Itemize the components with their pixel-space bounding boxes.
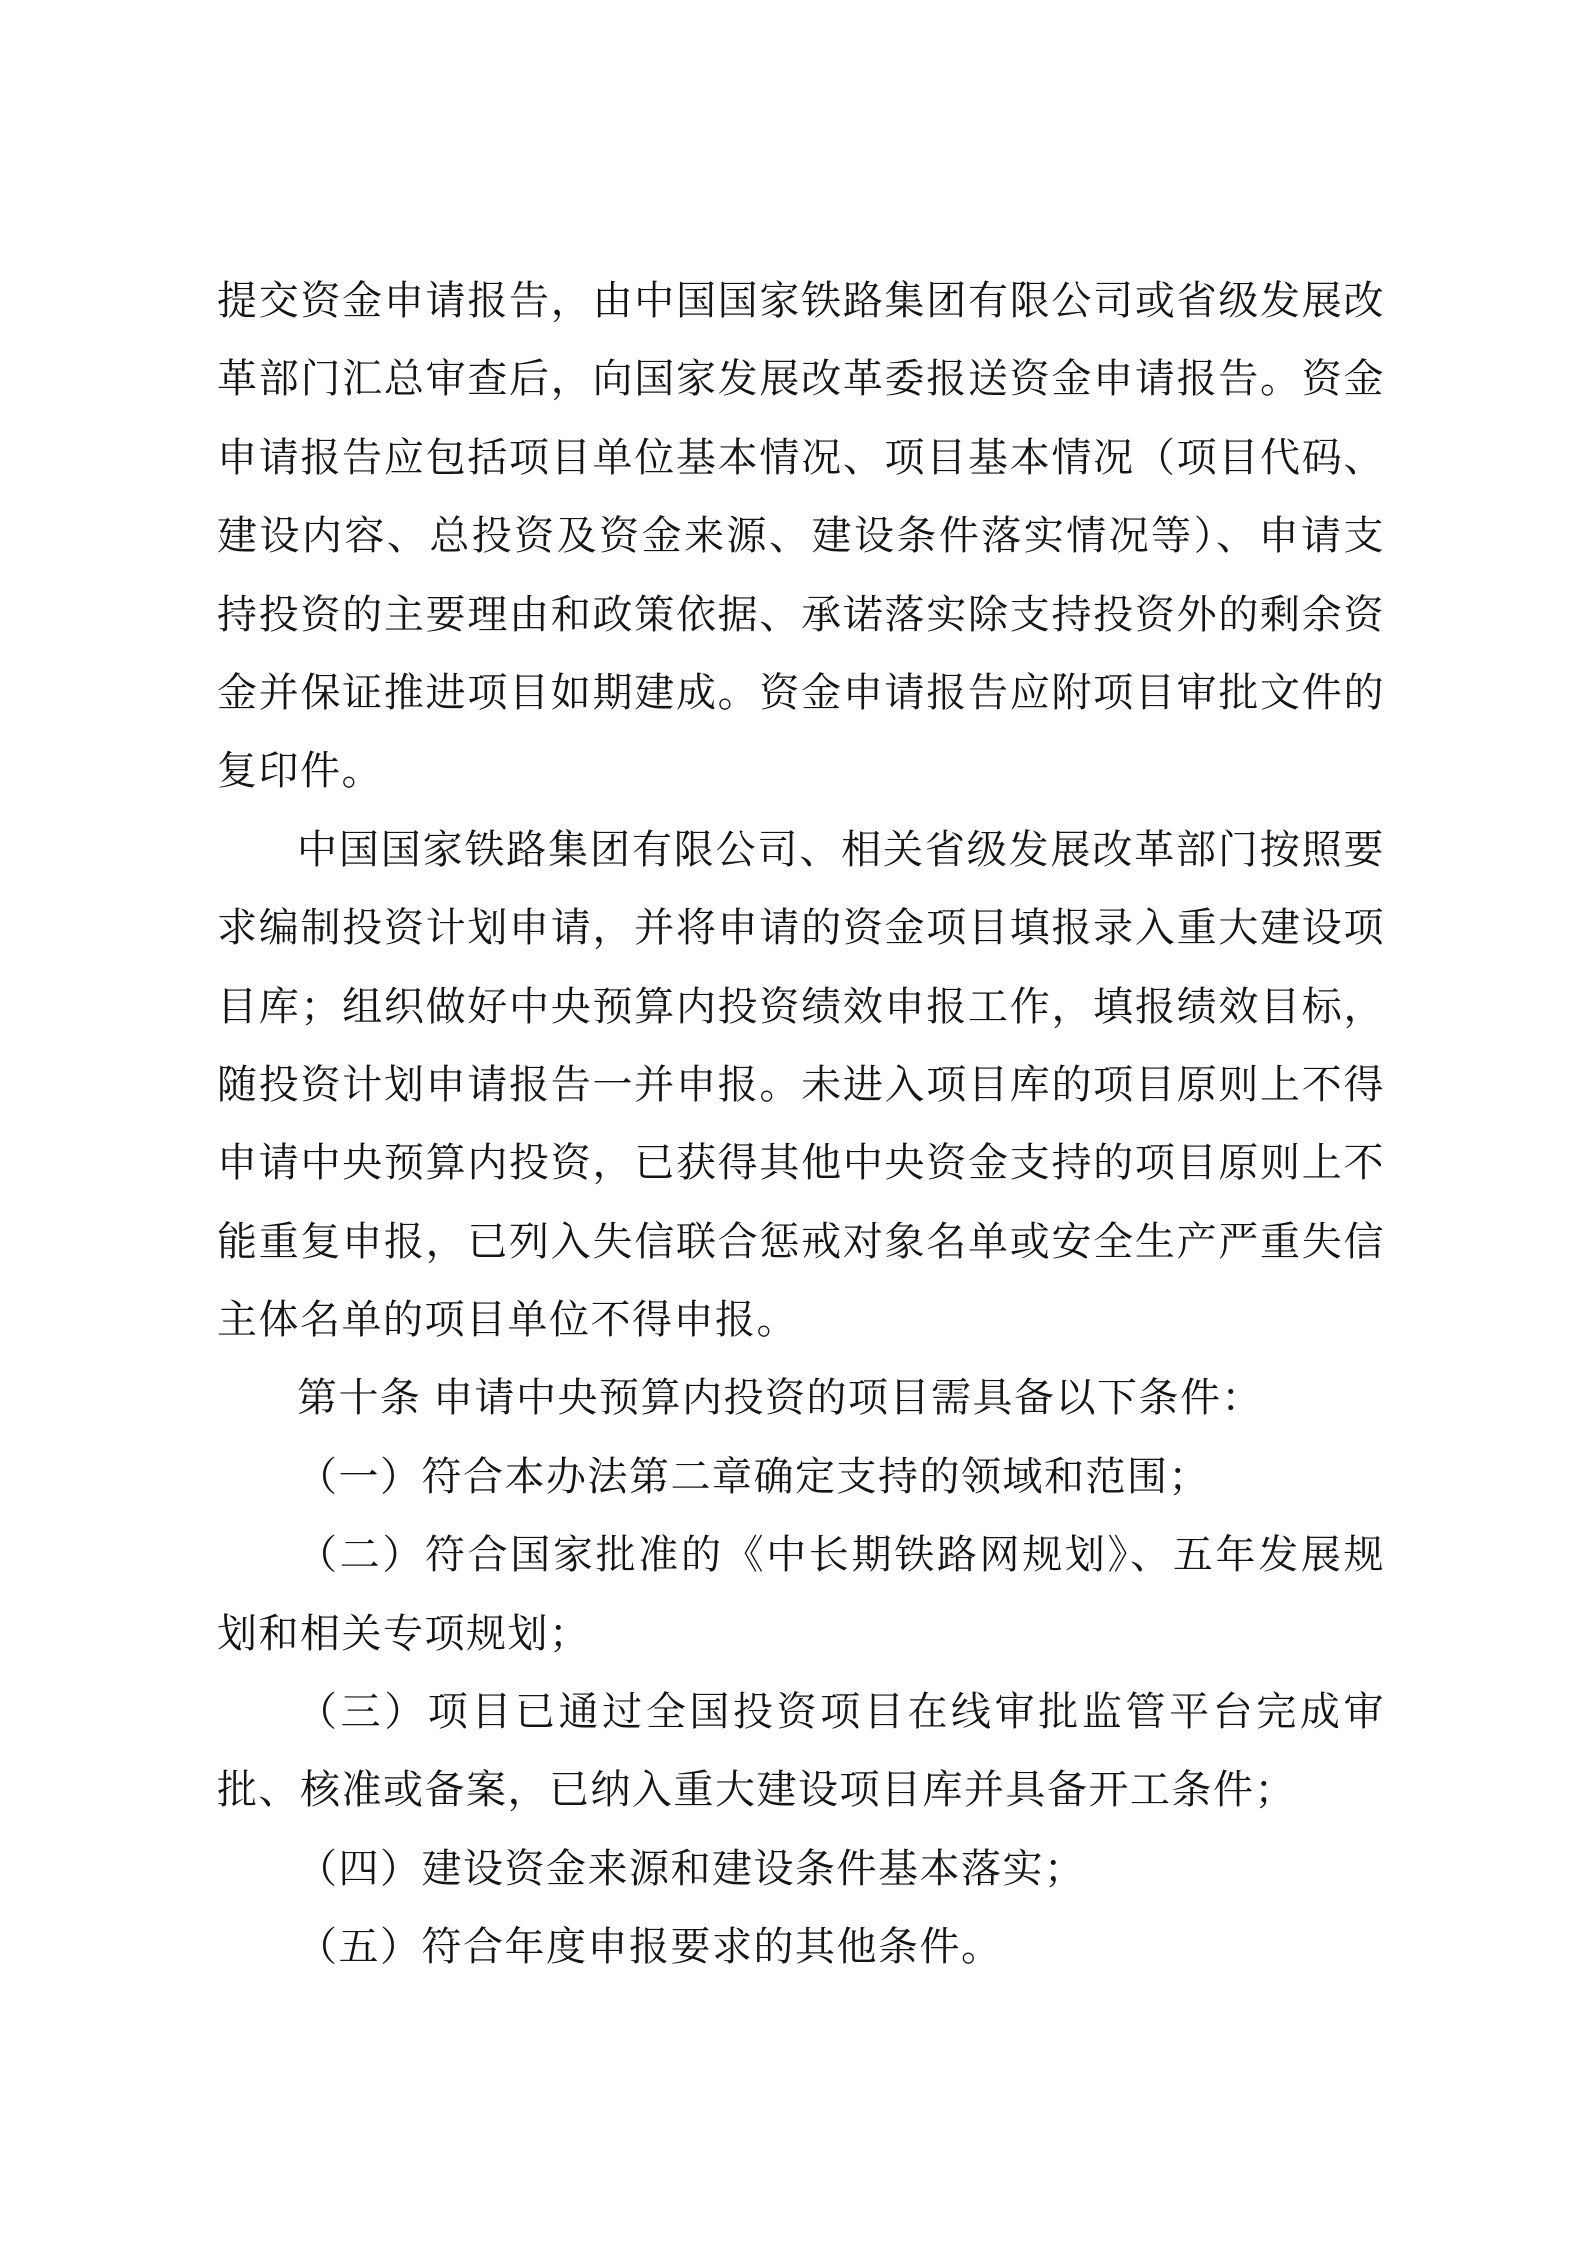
text-line: （三）项目已通过全国投资项目在线审批监管平台完成审 bbox=[297, 1689, 1385, 1735]
text-line: 申请中央预算内投资，已获得其他中央资金支持的项目原则上不 bbox=[217, 1140, 1385, 1186]
text-line: 目库；组织做好中央预算内投资绩效申报工作，填报绩效目标， bbox=[217, 983, 1385, 1029]
document-body bbox=[217, 262, 1385, 1987]
text-line: 提交资金申请报告，由中国国家铁路集团有限公司或省级发展改 bbox=[217, 278, 1385, 323]
text-line: （二）符合国家批准的《中长期铁路网规划》、五年发展规 bbox=[297, 1532, 1385, 1578]
text-line: 能重复申报，已列入失信联合惩戒对象名单或安全生产严重失信 bbox=[217, 1218, 1385, 1264]
text-line: （五）符合年度申报要求的其他条件。 bbox=[297, 1924, 1003, 1970]
text-line: 随投资计划申请报告一并申报。未进入项目库的项目原则上不得 bbox=[217, 1061, 1385, 1107]
text-line: 主体名单的项目单位不得申报。 bbox=[217, 1297, 798, 1343]
text-line: 建设内容、总投资及资金来源、建设条件落实情况等）、申请支 bbox=[217, 513, 1385, 559]
text-line: （四）建设资金来源和建设条件基本落实； bbox=[297, 1845, 1086, 1891]
text-line: 金并保证推进项目如期建成。资金申请报告应附项目审批文件的 bbox=[217, 669, 1385, 715]
text-line: 批、核准或备案，已纳入重大建设项目库并具备开工条件； bbox=[217, 1767, 1296, 1813]
text-line: 持投资的主要理由和政策依据、承诺落实除支持投资外的剩余资 bbox=[217, 591, 1385, 637]
text-line: 第十条 申请中央预算内投资的项目需具备以下条件： bbox=[297, 1375, 1263, 1421]
text-line: （一）符合本办法第二章确定支持的领域和范围； bbox=[297, 1453, 1210, 1499]
text-line: 革部门汇总审查后，向国家发展改革委报送资金申请报告。资金 bbox=[217, 356, 1385, 402]
text-line: 申请报告应包括项目单位基本情况、项目基本情况（项目代码、 bbox=[217, 434, 1385, 480]
text-line: 划和相关专项规划； bbox=[217, 1610, 591, 1656]
text-line: 求编制投资计划申请，并将申请的资金项目填报录入重大建设项 bbox=[217, 905, 1385, 951]
text-line: 中国国家铁路集团有限公司、相关省级发展改革部门按照要 bbox=[297, 826, 1385, 872]
text-line: 复印件。 bbox=[217, 748, 383, 794]
